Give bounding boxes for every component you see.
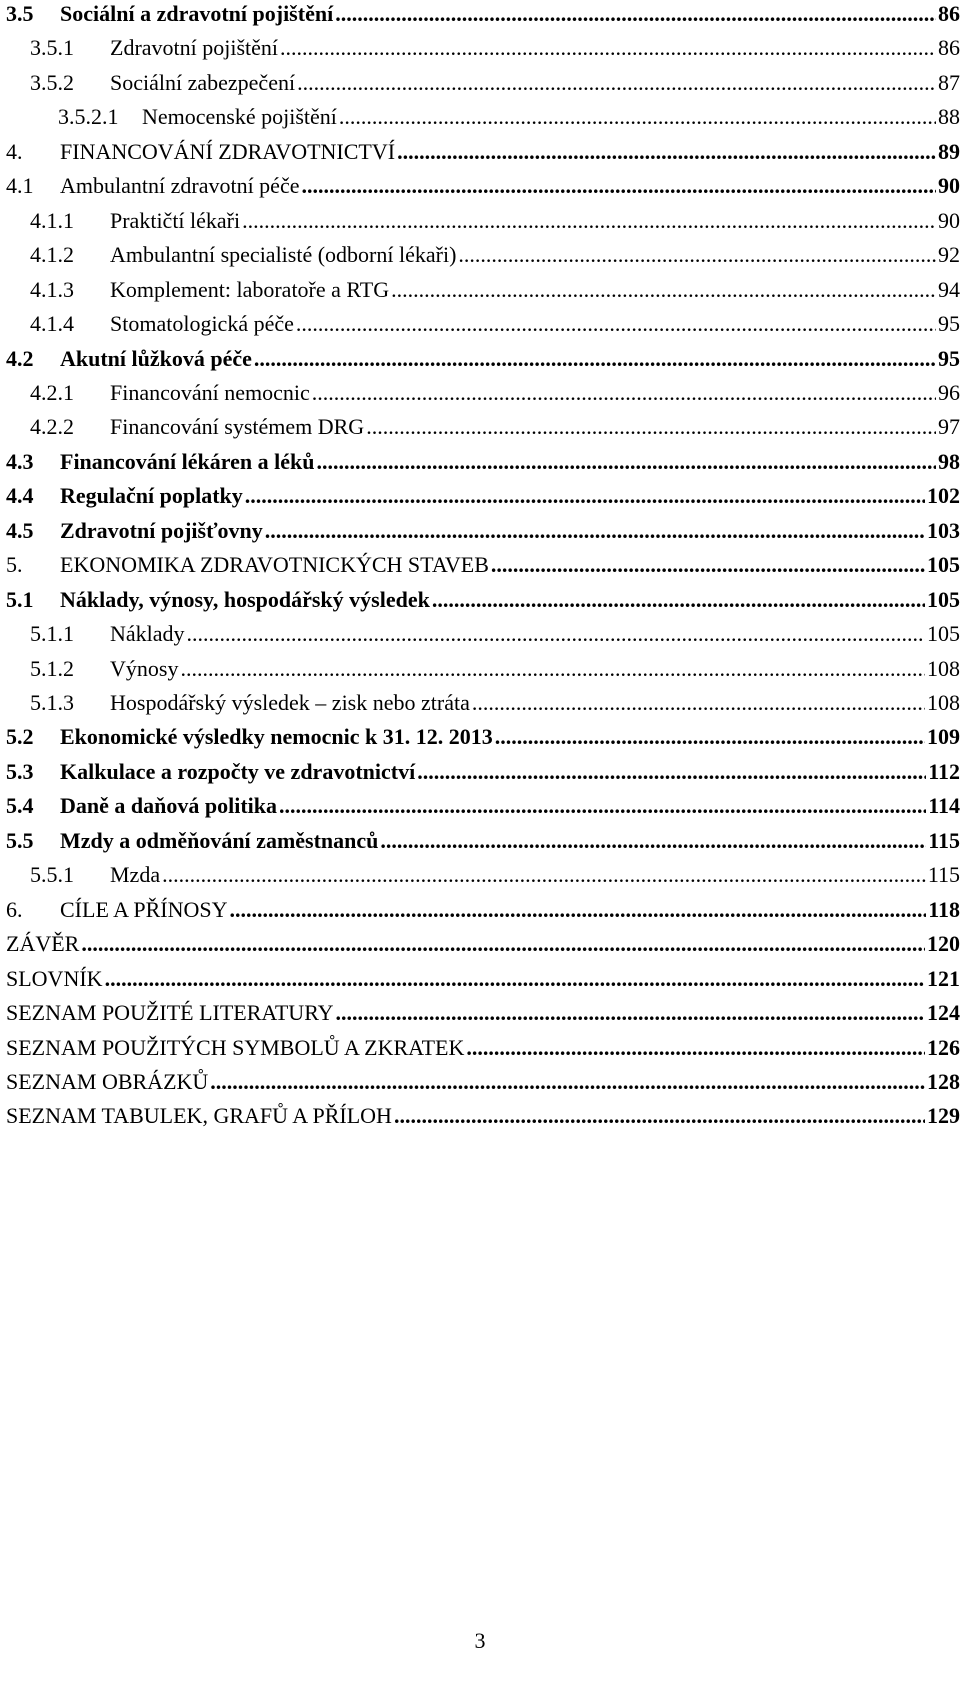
toc-entry-title: Praktičtí lékaři [110,207,241,233]
toc-entry-number: 3.5.2 [30,69,74,95]
toc-entry-title: CÍLE A PŘÍNOSY [60,896,228,922]
toc-entry-number: 4.1.2 [30,242,74,268]
toc-entry-page: 92 [938,242,960,268]
toc-entry-title: Zdravotní pojištění [110,35,279,61]
toc-entry-number: 3.5.2.1 [58,104,119,130]
toc-leader-dots [432,583,925,617]
toc-entry[interactable] [0,169,960,203]
toc-entry-page: 105 [927,552,960,578]
toc-leader-dots [316,445,936,479]
toc-entry[interactable] [0,66,960,100]
toc-entry[interactable] [0,962,960,996]
toc-entry-page: 94 [938,276,960,302]
toc-entry-page: 108 [927,655,960,681]
toc-entry-number: 4.1 [6,173,34,199]
toc-leader-dots [491,548,925,582]
toc-entry[interactable] [0,789,960,823]
toc-entry[interactable] [0,755,960,789]
toc-leader-dots [312,376,936,410]
toc-entry-page: 89 [938,138,960,164]
toc-entry[interactable] [0,238,960,272]
toc-entry[interactable] [0,31,960,65]
toc-entry[interactable] [0,686,960,720]
toc-leader-dots [297,66,936,100]
toc-entry[interactable] [0,996,960,1030]
toc-entry-page: 103 [927,517,960,543]
toc-entry-page: 128 [927,1068,960,1094]
toc-entry[interactable] [0,548,960,582]
toc-entry-page: 114 [928,793,960,819]
toc-leader-dots [466,1031,925,1065]
toc-entry-number: 4.2.2 [30,414,74,440]
toc-entry-title: Komplement: laboratoře a RTG [110,276,390,302]
toc-leader-dots [280,31,936,65]
toc-entry-page: 86 [938,35,960,61]
toc-entry[interactable] [0,410,960,444]
toc-entry[interactable] [0,445,960,479]
toc-entry[interactable] [0,824,960,858]
toc-leader-dots [301,169,936,203]
toc-entry-number: 6. [6,896,23,922]
toc-entry-number: 5.5.1 [30,862,74,888]
toc-leader-dots [366,410,936,444]
toc-entry-number: 5.1 [6,586,34,612]
toc-entry-title: SEZNAM POUŽITÝCH SYMBOLŮ A ZKRATEK [6,1034,465,1060]
toc-leader-dots [210,1065,925,1099]
toc-leader-dots [397,135,936,169]
toc-leader-dots [495,720,925,754]
toc-entry-page: 95 [938,345,960,371]
toc-entry-page: 97 [938,414,960,440]
toc-entry-title: Financování lékáren a léků [60,448,315,474]
toc-entry-page: 86 [938,1,960,26]
toc-entry-number: 5.4 [6,793,34,819]
toc-entry-number: 4. [6,138,23,164]
toc-entry[interactable] [0,342,960,376]
toc-entry[interactable] [0,652,960,686]
toc-entry-number: 5.5 [6,827,34,853]
toc-entry-page: 115 [928,827,960,853]
toc-entry-number: 4.2.1 [30,379,74,405]
toc-entry-page: 112 [928,758,960,784]
toc-entry[interactable] [0,479,960,513]
toc-entry-title: Stomatologická péče [110,311,294,337]
toc-entry-page: 126 [927,1034,960,1060]
toc-leader-dots [380,824,926,858]
toc-entry-title: SEZNAM TABULEK, GRAFŮ A PŘÍLOH [6,1103,392,1129]
toc-entry-title: Náklady [110,621,185,647]
toc-entry-number: 4.2 [6,345,34,371]
toc-entry[interactable] [0,514,960,548]
toc-entry-page: 90 [938,173,960,199]
toc-leader-dots [245,479,925,513]
toc-entry[interactable] [0,0,960,31]
toc-entry-title: Regulační poplatky [60,483,243,509]
toc-entry[interactable] [0,893,960,927]
toc-entry-page: 118 [928,896,960,922]
toc-entry[interactable] [0,720,960,754]
toc-entry-number: 5.1.1 [30,621,74,647]
toc-leader-dots [279,789,926,823]
toc-entry-page: 98 [938,448,960,474]
toc-leader-dots [296,307,936,341]
toc-leader-dots [254,342,936,376]
toc-entry-page: 120 [927,931,960,957]
toc-leader-dots [417,755,926,789]
toc-entry-page: 105 [927,621,960,647]
toc-entry-page: 88 [938,104,960,130]
toc-leader-dots [242,204,936,238]
toc-entry[interactable] [0,307,960,341]
toc-leader-dots [180,652,925,686]
toc-leader-dots [81,927,925,961]
toc-entry-title: Mzdy a odměňování zaměstnanců [60,827,379,853]
toc-entry[interactable] [0,858,960,892]
toc-entry-title: Mzda [110,862,161,888]
toc-entry-title: Náklady, výnosy, hospodářský výsledek [60,586,430,612]
toc-entry[interactable] [0,100,960,134]
toc-entry[interactable] [0,927,960,961]
toc-entry-title: Kalkulace a rozpočty ve zdravotnictví [60,758,416,784]
toc-entry-number: 3.5.1 [30,35,74,61]
toc-leader-dots [336,996,925,1030]
toc-leader-dots [339,100,936,134]
toc-leader-dots [458,238,936,272]
toc-entry-title: Ambulantní specialisté (odborní lékaři) [110,242,457,268]
toc-leader-dots [187,617,925,651]
toc-entry-page: 115 [927,862,960,888]
toc-entry-title: Financování nemocnic [110,379,310,405]
toc-entry-number: 4.5 [6,517,34,543]
toc-entry-title: Zdravotní pojišťovny [60,517,263,543]
toc-entry-number: 4.1.3 [30,276,74,302]
toc-entry[interactable] [0,204,960,238]
toc-entry-number: 5.1.2 [30,655,74,681]
page-number: 3 [474,1628,486,1653]
toc-entry-page: 121 [927,965,960,991]
toc-entry-title: SEZNAM POUŽITÉ LITERATURY [6,1000,334,1026]
toc-entry-title: ZÁVĚR [6,931,80,957]
toc-leader-dots [229,893,926,927]
toc-leader-dots [472,686,925,720]
toc-entry-page: 102 [927,483,960,509]
toc-entry-number: 5.1.3 [30,690,74,715]
toc-entry[interactable] [0,1099,960,1133]
toc-entry-page: 109 [927,724,960,750]
toc-entry-page: 90 [938,207,960,233]
toc-entry[interactable] [0,273,960,307]
toc-entry-page: 87 [938,69,960,95]
toc-entry-title: SLOVNÍK [6,965,103,991]
toc-entry-title: Nemocenské pojištění [142,104,337,130]
toc-entry-number: 3.5 [6,1,34,26]
toc-entry-number: 4.3 [6,448,34,474]
toc-entry-title: Sociální zabezpečení [110,69,296,95]
toc-entry-title: Hospodářský výsledek – zisk nebo ztráta [110,690,470,715]
toc-leader-dots [394,1099,925,1133]
toc-entry-title: Akutní lůžková péče [60,345,252,371]
toc-entry-page: 105 [927,586,960,612]
toc-leader-dots [162,858,926,892]
toc-entry-title: Ekonomické výsledky nemocnic k 31. 12. 2013 [60,724,493,750]
toc-entry-title: Ambulantní zdravotní péče [60,173,300,199]
toc-entry-number: 5.3 [6,758,34,784]
toc-entry-page: 95 [938,311,960,337]
toc-entry[interactable] [0,376,960,410]
toc-entry[interactable] [0,617,960,651]
toc-entry-number: 4.1.1 [30,207,74,233]
toc-entry-title: Financování systémem DRG [110,414,365,440]
toc-entry-number: 5. [6,552,23,578]
toc-entry-title: SEZNAM OBRÁZKŮ [6,1068,209,1094]
toc-entry-page: 96 [938,379,960,405]
toc-entry-title: FINANCOVÁNÍ ZDRAVOTNICTVÍ [60,138,396,164]
toc-entry[interactable] [0,135,960,169]
toc-entry-number: 5.2 [6,724,34,750]
toc-entry-title: Daně a daňová politika [60,793,277,819]
toc-entry-title: Výnosy [110,655,179,681]
toc-entry-number: 4.4 [6,483,34,509]
toc-entry-page: 108 [927,690,960,715]
toc-entry-page: 129 [927,1103,960,1129]
toc-entry-number: 4.1.4 [30,311,74,337]
toc-leader-dots [335,0,936,31]
toc-entry-title: EKONOMIKA ZDRAVOTNICKÝCH STAVEB [60,552,489,578]
toc-entry[interactable] [0,1031,960,1065]
toc-leader-dots [391,273,936,307]
toc-entry-page: 124 [927,1000,960,1026]
toc-entry-title: Sociální a zdravotní pojištění [60,1,334,26]
toc-leader-dots [105,962,925,996]
toc-entry[interactable] [0,583,960,617]
toc-leader-dots [265,514,925,548]
toc-entry[interactable] [0,1065,960,1099]
